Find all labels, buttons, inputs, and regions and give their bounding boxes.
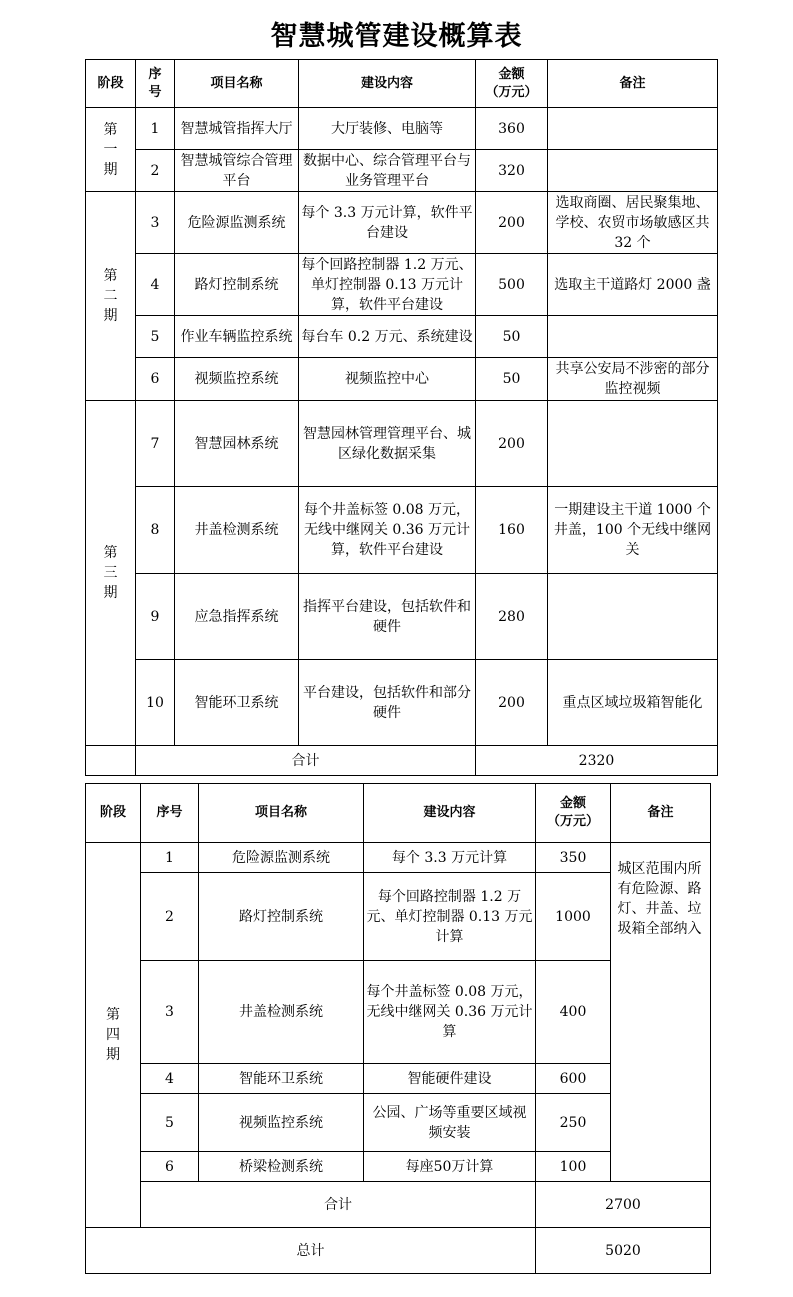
seq-cell: 5	[141, 1094, 199, 1152]
seq-cell: 7	[136, 401, 175, 487]
seq-cell: 9	[136, 574, 175, 660]
seq-cell: 2	[141, 873, 199, 961]
project-name-cell: 井盖检测系统	[175, 487, 299, 574]
amount-cell: 50	[476, 358, 548, 401]
project-name-cell: 智慧城管指挥大厅	[175, 108, 299, 150]
content-cell: 每个井盖标签 0.08 万元，无线中继网关 0.36 万元计算，软件平台建设	[299, 487, 476, 574]
project-name-cell: 应急指挥系统	[175, 574, 299, 660]
content-cell: 视频监控中心	[299, 358, 476, 401]
header-project-name: 项目名称	[175, 60, 299, 108]
header-content: 建设内容	[299, 60, 476, 108]
seq-cell: 6	[136, 358, 175, 401]
seq-cell: 10	[136, 660, 175, 746]
content-cell: 公园、广场等重要区域视频安装	[364, 1094, 536, 1152]
header-seq: 序号	[141, 784, 199, 843]
phase-label: 第一期	[103, 121, 118, 178]
content-cell: 每个 3.3 万元计算	[364, 843, 536, 873]
content-cell: 每个 3.3 万元计算，软件平台建设	[299, 192, 476, 254]
project-name-cell: 智能环卫系统	[175, 660, 299, 746]
project-name-cell: 危险源监测系统	[199, 843, 364, 873]
header-note: 备注	[548, 60, 718, 108]
seq-cell: 4	[141, 1064, 199, 1094]
content-cell: 大厅装修、电脑等	[299, 108, 476, 150]
budget-table-phase-4	[85, 783, 711, 1274]
header-phase: 阶段	[86, 60, 136, 108]
amount-cell: 350	[536, 843, 611, 873]
total-value: 2700	[536, 1182, 711, 1228]
project-name-cell: 视频监控系统	[199, 1094, 364, 1152]
note-cell	[548, 316, 718, 358]
project-name-cell: 智慧园林系统	[175, 401, 299, 487]
header-content: 建设内容	[364, 784, 536, 843]
seq-cell: 5	[136, 316, 175, 358]
note-cell	[611, 843, 711, 1182]
project-name-cell: 危险源监测系统	[175, 192, 299, 254]
phase-cell	[86, 843, 141, 1228]
amount-cell: 360	[476, 108, 548, 150]
seq-cell: 4	[136, 254, 175, 316]
seq-cell: 1	[141, 843, 199, 873]
page-title: 智慧城管建设概算表	[270, 21, 523, 52]
project-name-cell: 智能环卫系统	[199, 1064, 364, 1094]
content-cell: 每座50万计算	[364, 1152, 536, 1182]
project-name-cell: 智慧城管综合管理平台	[175, 150, 299, 192]
note-cell: 选取商圈、居民聚集地、学校、农贸市场敏感区共 32 个	[548, 192, 718, 254]
amount-cell: 320	[476, 150, 548, 192]
content-cell: 每个井盖标签 0.08 万元，无线中继网关 0.36 万元计算	[364, 961, 536, 1064]
note-cell: 共享公安局不涉密的部分监控视频	[548, 358, 718, 401]
header-note: 备注	[611, 784, 711, 843]
amount-cell: 500	[476, 254, 548, 316]
header-project-name: 项目名称	[199, 784, 364, 843]
budget-table-phases-1-3	[85, 59, 718, 776]
amount-cell: 400	[536, 961, 611, 1064]
phase-label: 第四期	[106, 1007, 120, 1063]
seq-cell: 3	[136, 192, 175, 254]
phase-label: 第二期	[103, 268, 118, 324]
content-cell: 智慧园林管理管理平台、城区绿化数据采集	[299, 401, 476, 487]
seq-cell: 8	[136, 487, 175, 574]
grand-total-value: 5020	[536, 1228, 711, 1274]
grand-total-label: 总计	[86, 1228, 536, 1274]
note-cell	[548, 150, 718, 192]
amount-cell: 200	[476, 660, 548, 746]
seq-cell: 2	[136, 150, 175, 192]
blank-cell	[86, 746, 136, 776]
note-cell	[548, 401, 718, 487]
note-cell: 一期建设主干道 1000 个井盖，100 个无线中继网关	[548, 487, 718, 574]
note-cell: 选取主干道路灯 2000 盏	[548, 254, 718, 316]
header-amount: 金额 （万元）	[476, 60, 548, 108]
project-name-cell: 桥梁检测系统	[199, 1152, 364, 1182]
content-cell: 每个回路控制器 1.2 万元、单灯控制器 0.13 万元计算，软件平台建设	[299, 254, 476, 316]
content-cell: 平台建设，包括软件和部分硬件	[299, 660, 476, 746]
phase-cell	[86, 108, 136, 192]
amount-cell: 50	[476, 316, 548, 358]
project-name-cell: 作业车辆监控系统	[175, 316, 299, 358]
amount-cell: 1000	[536, 873, 611, 961]
note-cell	[548, 574, 718, 660]
amount-cell: 280	[476, 574, 548, 660]
note-cell: 重点区域垃圾箱智能化	[548, 660, 718, 746]
content-cell: 智能硬件建设	[364, 1064, 536, 1094]
content-cell: 数据中心、综合管理平台与业务管理平台	[299, 150, 476, 192]
header-amount: 金额 （万元）	[536, 784, 611, 843]
amount-cell: 250	[536, 1094, 611, 1152]
project-name-cell: 路灯控制系统	[199, 873, 364, 961]
seq-cell: 3	[141, 961, 199, 1064]
header-seq: 序 号	[136, 60, 175, 108]
project-name-cell: 路灯控制系统	[175, 254, 299, 316]
header-phase: 阶段	[86, 784, 141, 843]
total-value: 2320	[476, 746, 718, 776]
phase-cell	[86, 401, 136, 746]
phase-cell	[86, 192, 136, 401]
content-cell: 每台车 0.2 万元、系统建设	[299, 316, 476, 358]
content-cell: 每个回路控制器 1.2 万元、单灯控制器 0.13 万元计算	[364, 873, 536, 961]
amount-cell: 200	[476, 192, 548, 254]
amount-cell: 200	[476, 401, 548, 487]
amount-cell: 100	[536, 1152, 611, 1182]
total-label: 合计	[141, 1182, 536, 1228]
project-name-cell: 井盖检测系统	[199, 961, 364, 1064]
seq-cell: 1	[136, 108, 175, 150]
amount-cell: 160	[476, 487, 548, 574]
total-label: 合计	[136, 746, 476, 776]
note-text: 城区范围内所有危险源、路灯、井盖、垃圾箱全部纳入	[617, 861, 702, 937]
amount-cell: 600	[536, 1064, 611, 1094]
note-cell	[548, 108, 718, 150]
project-name-cell: 视频监控系统	[175, 358, 299, 401]
phase-label: 第三期	[103, 545, 118, 601]
seq-cell: 6	[141, 1152, 199, 1182]
content-cell: 指挥平台建设，包括软件和硬件	[299, 574, 476, 660]
